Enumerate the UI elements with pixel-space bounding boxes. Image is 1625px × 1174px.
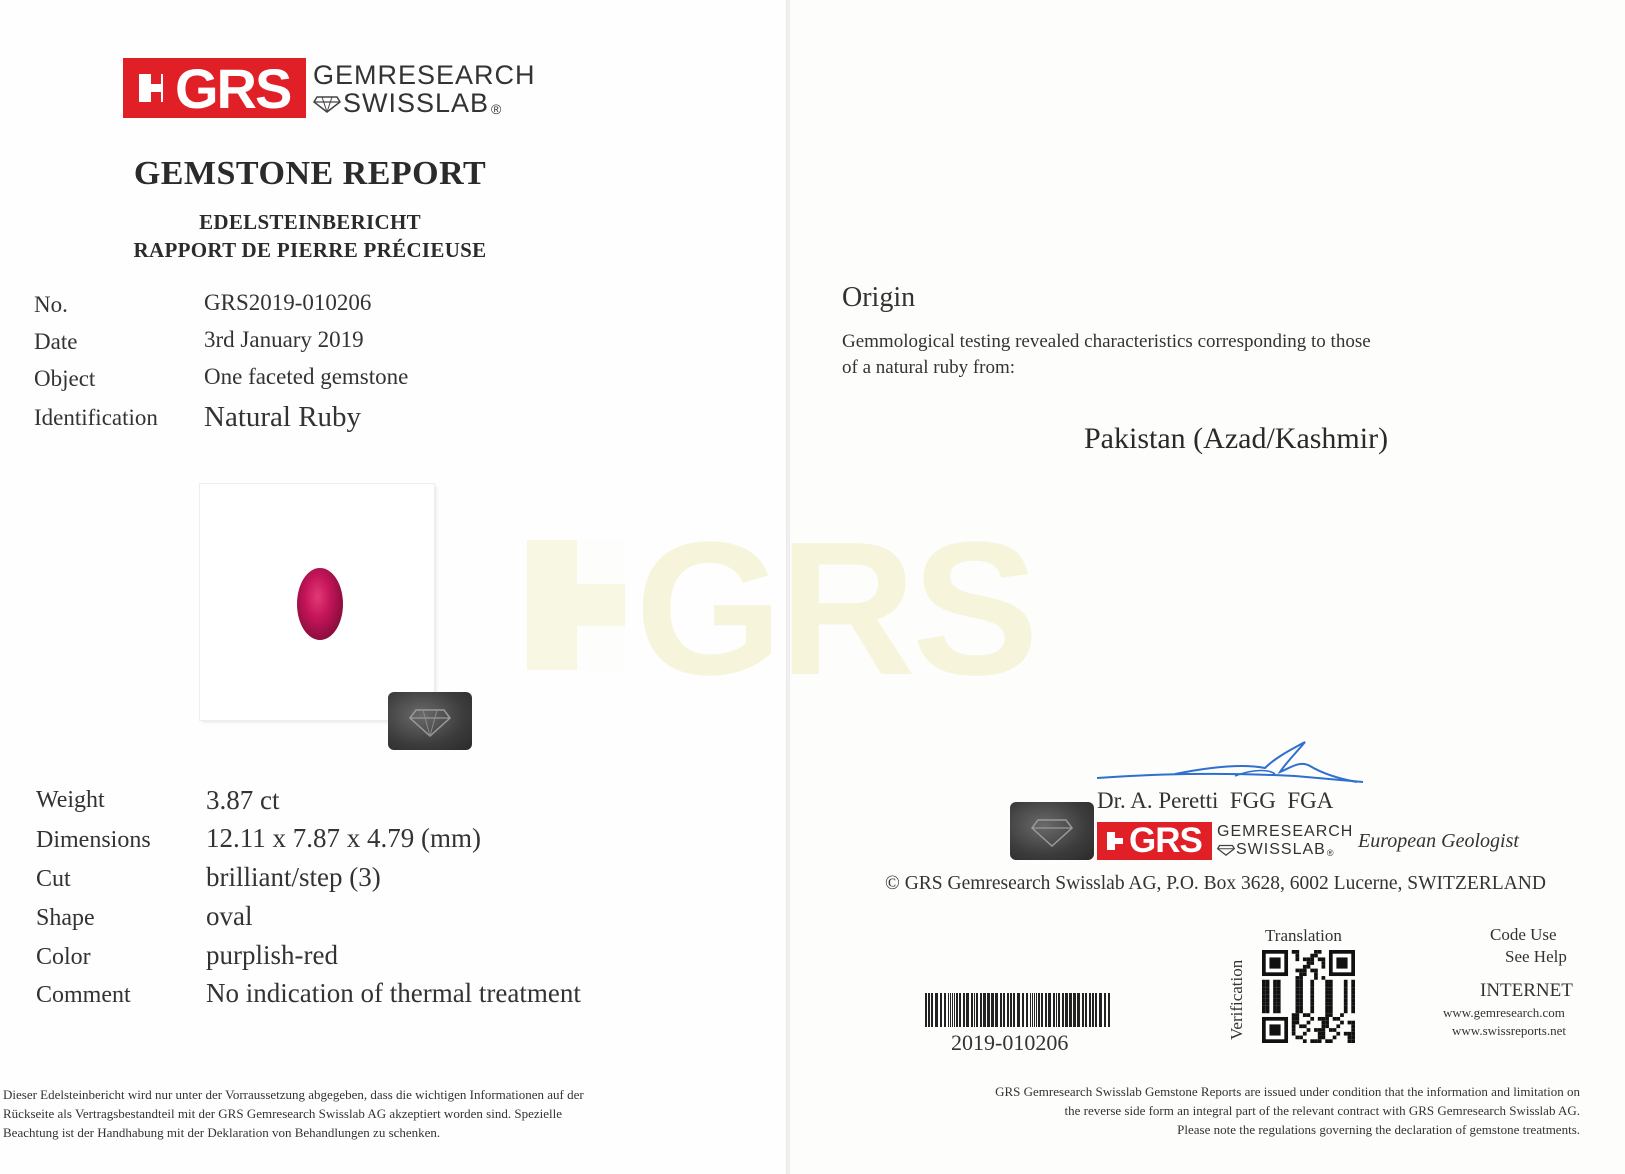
qr-code-image[interactable]	[1262, 950, 1355, 1043]
report-title: GEMSTONE REPORT	[133, 155, 487, 192]
swisslab-row	[313, 90, 502, 117]
signatory-title: European Geologist	[1358, 830, 1519, 852]
signatory-name: Dr. A. Peretti FGG FGA	[1097, 788, 1334, 813]
disclaimer-en-line: GRS Gemresearch Swisslab Gemstone Reports are issued under condition that the information and limitation on	[995, 1084, 1580, 1099]
color-value: purplish-red	[206, 940, 338, 970]
report-subtitle-fr: RAPPORT DE PIERRE PRÉCIEUSE	[133, 238, 487, 262]
disclaimer-en	[830, 1082, 1580, 1139]
disclaimer-en-line: the reverse side form an integral part of the relevant contract with GRS Gemresearch Swisslab AG.	[1064, 1103, 1580, 1118]
object-value: One faceted gemstone	[204, 364, 409, 389]
signature-image	[1095, 738, 1365, 788]
registered-small-mark: ®	[1326, 847, 1335, 858]
watermark-cross-icon	[515, 540, 625, 670]
no-label: No.	[34, 292, 68, 317]
origin-text-line2: of a natural ruby from:	[842, 357, 1016, 378]
ruby-gem-image	[297, 568, 343, 640]
identification-label: Identification	[34, 405, 158, 430]
date-value: 3rd January 2019	[204, 327, 364, 352]
grs-logo-text: GRS	[175, 56, 291, 120]
grs-logo-badge	[123, 58, 306, 118]
diamond-small-icon	[1217, 844, 1235, 856]
disclaimer-en-line: Please note the regulations governing the declaration of gemstone treatments.	[1177, 1122, 1580, 1137]
weight-label: Weight	[36, 787, 105, 813]
diamond-icon	[313, 95, 341, 113]
barcode-image	[925, 993, 1113, 1027]
url-swissreports[interactable]: www.swissreports.net	[1452, 1023, 1566, 1038]
origin-heading: Origin	[842, 282, 916, 313]
disclaimer-de-line: Rückseite als Vertragsbestandteil mit der GRS Gemresearch Swisslab AG akzeptiert worden sind. Spezielle	[3, 1106, 562, 1121]
origin-text-line1: Gemmological testing revealed characteristics corresponding to those	[842, 331, 1371, 352]
watermark-text: GRS	[635, 530, 1035, 690]
swisslab-small-text: SWISSLAB	[1236, 841, 1326, 858]
internet-label: INTERNET	[1480, 980, 1573, 1001]
swisslab-text: SWISSLAB	[343, 88, 490, 118]
cut-value: brilliant/step (3)	[206, 862, 381, 892]
weight-value: 3.87 ct	[206, 785, 280, 815]
dimensions-label: Dimensions	[36, 827, 151, 853]
grs-watermark	[515, 530, 1275, 690]
report-subtitle-de: EDELSTEINBERICHT	[199, 210, 421, 234]
copyright-line: © GRS Gemresearch Swisslab AG, P.O. Box 3628, 6002 Lucerne, SWITZERLAND	[885, 873, 1546, 894]
identification-value: Natural Ruby	[204, 401, 362, 433]
gemresearch-text: GEMRESEARCH	[313, 60, 536, 90]
cut-label: Cut	[36, 866, 71, 892]
barcode-number: 2019-010206	[951, 1030, 1069, 1055]
disclaimer-de-line: Beachtung ist der Handhabung mit der Deklaration von Behandlungen zu schenken.	[3, 1125, 441, 1140]
disclaimer-de-line: Dieser Edelsteinbericht wird nur unter der Vorraussetzung abgegeben, dass die wichtigen Informationen auf der	[3, 1087, 584, 1102]
color-label: Color	[36, 944, 91, 970]
shape-value: oval	[206, 901, 253, 931]
no-value: GRS2019-010206	[204, 290, 372, 315]
translation-label: Translation	[1265, 926, 1342, 945]
grs-logo-small-badge	[1097, 822, 1212, 860]
gemresearch-small-text: GEMRESEARCH	[1217, 823, 1354, 840]
shape-label: Shape	[36, 905, 95, 931]
right-page	[635, 0, 1625, 1174]
gemstone-photo	[200, 484, 434, 720]
verification-label: Verification	[1227, 959, 1246, 1040]
grs-logo-small	[1097, 821, 1354, 860]
grs-logo	[123, 56, 536, 120]
swisslab-small-row	[1217, 842, 1334, 858]
comment-label: Comment	[36, 982, 131, 1008]
dimensions-value: 12.11 x 7.87 x 4.79 (mm)	[206, 823, 481, 853]
url-gemresearch[interactable]: www.gemresearch.com	[1443, 1005, 1565, 1020]
grs-logo-small-text: GRS	[1129, 821, 1202, 860]
disclaimer-de	[3, 1085, 783, 1142]
swiss-cross-small-icon	[1101, 822, 1129, 860]
hologram-seal-small-icon	[1010, 802, 1094, 860]
comment-value: No indication of thermal treatment	[206, 978, 581, 1008]
code-use-label: Code Use	[1490, 925, 1557, 944]
swiss-cross-icon	[129, 58, 173, 118]
see-help-label: See Help	[1505, 947, 1567, 966]
origin-country: Pakistan (Azad/Kashmir)	[1084, 422, 1389, 455]
object-label: Object	[34, 366, 96, 391]
hologram-seal-icon	[388, 692, 472, 750]
date-label: Date	[34, 329, 78, 354]
registered-mark: ®	[491, 100, 503, 117]
